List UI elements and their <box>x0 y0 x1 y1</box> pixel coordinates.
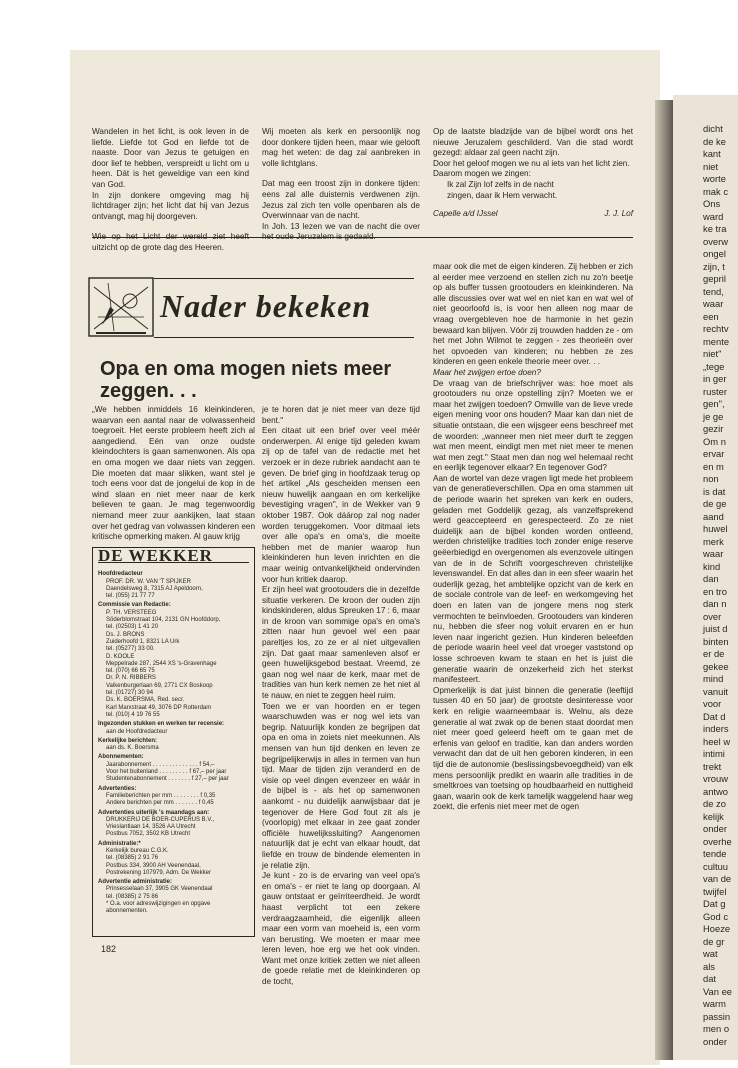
facing-page-line: huwel <box>703 523 728 534</box>
imprint-line: tel. (02503) 1 41 20 <box>106 624 159 631</box>
top-col1-p3: uitzicht op de grote dag des Heeren. <box>92 242 224 252</box>
facing-page-line: Dat g <box>703 898 726 909</box>
article-col2-p4: Toen we er van hoorden en er tegen waarschuwden was er nog wel iets van begrip. Natuurlijk konden ze begrijpen dat opa en oma in zoiets niet meekunnen. Als mensen van hun tijd denken en leven ze begrijpelijkerwijs in alles in termen van hun tijd. Maar de tijden zijn veranderd en de visie op veel dingen evenzeer en wáár in de bijbel is - als het op samenwonen aankomt - nu duidelijk aanwijsbaar dat je tegenover de Here God fout zit als je (voorlopig) met elkaar in zee gaat zonder officiële huwelijkssluiting? Aangenomen natuurlijk dat je echt van elkaar houdt, dat liefde en trouw de bindende elementen in je relatie zijn. <box>262 701 420 870</box>
top-col3-p2: Door het geloof mogen we nu al iets van het licht zien. <box>433 158 630 168</box>
top-column-1 <box>92 127 249 254</box>
facing-page-line: over <box>703 610 722 622</box>
facing-page-line: in ger <box>703 373 727 384</box>
imprint-line: aan ds. K. Boersma <box>106 745 159 752</box>
imprint-line: Advertenties: <box>98 785 137 792</box>
facing-page-line: gekee <box>703 660 729 672</box>
facing-page-line: gen", <box>703 398 725 409</box>
top-col2-p3: In Joh. 13 lezen we van de nacht die over <box>262 221 420 231</box>
top-column-3 <box>433 127 633 220</box>
article-col2-p2: Een citaat uit een brief over veel méér onderwerpen. Al enige tijd geleden kwam zij op de tafel van de redactie met het verzoek er in deze rubriek aandacht aan te geven. De brief ging in hoofdzaak terug op het artikel „Als gescheiden mensen een nieuw huwelijk aangaan en om kerkelijke bevestiging vragen", in de Wekker van 9 oktober 1987. Ook dáárop zal nog nader worden teruggekomen. Voor ditmaal iets over alle opa's en oma's, die moeite hebben met de manier waarop hun kleinkinderen hun leven inrichten en die maar weinig ontvankelijkheid ondervinden voor hun kritiek daarop. <box>262 426 420 584</box>
facing-page-line: de ge <box>703 498 727 509</box>
facing-page-line: als <box>703 960 715 972</box>
article-col3-p2: De vraag van de briefschrijver was: hoe moet als grootouders nu onze opstelling zijn? Moeten we er maar het zwijgen toedoen? Omwille van de lieve vrede eigen mening voor ons houden? Maar kan dan niet de situatie ontstaan, die een wijsgeer eens beschreef met de woorden: „wanneer men niet meer durft te zeggen wat men meent, eindigt men met niet meer te menen wat men zegt." Staat men dan nog wel helemaal recht en eerlijk tegenover elkaar? En tegenover God? <box>433 378 633 473</box>
facing-page-line: Hoeze <box>703 923 731 934</box>
facing-page-line: ward <box>703 210 724 222</box>
article-column-3 <box>433 262 633 813</box>
signature-author: J. J. Lof <box>604 209 633 219</box>
imprint-line: Ingezonden stukken en werken ter recensie: <box>98 721 225 728</box>
imprint-line: Ds. J. BRONS <box>106 631 145 638</box>
imprint-line: tel. (05277) 33 00. <box>106 646 155 653</box>
rubric-title: Nader bekeken <box>160 288 372 324</box>
facing-page-line: „tege <box>703 360 725 372</box>
facing-page-line: overhe <box>703 835 732 847</box>
facing-page-line: warm <box>703 998 726 1009</box>
facing-page-line: is dat <box>703 485 726 497</box>
facing-page-line: niet" <box>703 348 722 359</box>
facing-page-line: rechtv <box>703 323 729 334</box>
facing-page-line: waar <box>703 548 724 559</box>
facing-page-line: merk <box>703 535 724 547</box>
section-divider-top <box>92 237 633 238</box>
facing-page-line: inders <box>703 723 729 734</box>
facing-page-line: vrouw <box>703 773 729 784</box>
facing-page-line: Ons <box>703 198 721 209</box>
top-col3-p3: Daarom mogen we zingen: <box>433 169 531 179</box>
imprint-line: Valkenburgerlaan 69, 2771 CX Boskoop <box>106 682 213 689</box>
facing-page-line: en m <box>703 460 724 472</box>
facing-page-line: Dat d <box>703 710 726 722</box>
facing-page-line: gezir <box>703 423 724 434</box>
facing-page-line: non <box>703 473 719 484</box>
imprint-line: Karl Marxstraat 49, 3076 DP Rotterdam <box>106 704 212 711</box>
facing-page-line: de gr <box>703 935 725 947</box>
signature-place: Capelle a/d IJssel <box>433 209 498 219</box>
imprint-line: Ds. K. BOERSMA, Red. secr. <box>106 697 185 704</box>
facing-page-line: overw <box>703 235 729 247</box>
facing-page-line: worte <box>703 173 726 184</box>
poem-line-2: zingen, daar ik Hem verwacht. <box>447 190 558 200</box>
imprint-line: Abonnementen: <box>98 754 144 761</box>
pencil-sketch-icon <box>88 277 154 337</box>
imprint-line: Postbus 334, 3900 AH Veenendaal, <box>106 862 201 869</box>
facing-page-line: Om n <box>703 435 726 447</box>
imprint-line: Jaarabonnement . . . . . . . . . . . . . . f 54,– <box>106 761 215 768</box>
top-col1-p2: In zijn donkere omgeving mag hij lichtdrager zijn; het licht dat hij van Jezus ontvangt, mag hij doorgeven. <box>92 190 249 221</box>
article-col3-p4: Opmerkelijk is dat juist binnen die generatie (leeftijd tussen 40 en 50 jaar) de grootste desinteresse voor kerk en religie waarneembaar is. Welnu, als deze generatie al wat zwak op de benen staat doordat men niet meer goed geleerd heeft om te gaan met de erfenis van geloof en traditie, kan dan anders worden verwacht dan dat de uit hen geboren kinderen, in een tijd die de autonomie (beslissingsbevoegdheid) van elk mens persoonlijk predikt en waarin alle tradities in de smeltkroes van toetsing op houdbaarheid en nuttigheid gaan, waarin ook de kerk tamelijk waggelend haar weg zoekt, die erfenis niet meer met de ogen <box>433 685 633 812</box>
imprint-line: Andere berichten per mm . . . . . . . f 0,45 <box>106 800 214 807</box>
masthead-logo: DE WEKKER <box>98 552 249 563</box>
facing-page-line: van de <box>703 873 732 884</box>
imprint-line: Voor het buitenland . . . . . . . . . f 67,– per jaar <box>106 769 227 776</box>
facing-page-line: niet <box>703 160 719 172</box>
imprint-line: Söderblomstraat 104, 2131 GN Hoofddorp, <box>106 617 221 624</box>
imprint-line: Dr. P. N. RIBBERS <box>106 675 156 682</box>
facing-page-line: mente <box>703 335 730 347</box>
top-col2-p2: Dat mag een troost zijn in donkere tijden: eens zal alle duisternis verdwenen zijn. Jezus zal zich ten volle openbaren als de Overwinnaar van de nacht. <box>262 179 420 221</box>
imprint-lines <box>98 571 249 915</box>
page-fold-shadow <box>655 100 673 1060</box>
article-intro: „We hebben inmiddels 16 kleinkinderen, waarvan een aantal naar de volwassenheid toegroeit. Het eerste probleem heeft zich al aangediend. Eén van onze oudste kleindochters is gaan samenwonen. Als opa en oma mogen we daar niets van zeggen. Die moeten dat maar slikken, want stel je toch eens voor dat de jongelui de kop in de wind slaan en niet meer naar de kerk believen te gaan. Je mag tegenwoordig niemand meer zuur aankijken, laat staan over het gedrag van volwassen kinderen een kritische opmerking maken. Al gauw krijg <box>92 405 255 542</box>
facing-page-line: de ke <box>703 135 726 147</box>
imprint-line: Vrieslantlaan 14, 3526 AA Utrecht <box>106 824 196 831</box>
facing-page-line: God c <box>703 910 729 922</box>
article-col2-p1: je te horen dat je niet meer van deze tijd bent." <box>262 405 420 425</box>
rubric-logo <box>88 277 154 337</box>
article-column-2 <box>262 405 420 988</box>
facing-page-line: er de <box>703 648 725 659</box>
facing-page-line: men o <box>703 1023 730 1034</box>
imprint-line: Studentenabonnement . . . . . . . f 27,– per jaar <box>106 776 229 783</box>
facing-page-line: onder <box>703 1035 727 1047</box>
facing-page-line: mind <box>703 673 724 684</box>
top-column-2 <box>262 127 420 243</box>
facing-page-line: kind <box>703 560 721 572</box>
facing-page-line: ervar <box>703 448 725 459</box>
imprint-line: Postrekening 107979, Adm. De Wekker <box>106 869 211 876</box>
facing-page-line: intimi <box>703 748 725 759</box>
imprint-line: Prinsesselaan 37, 3905 GK Veenendaal <box>106 886 213 893</box>
imprint-line: tel. (070) 66 65 75 <box>106 668 155 675</box>
top-col2-p1: Wij moeten als kerk en persoonlijk nog door donkere tijden heen, maar wie gelooft mag het weten: de dag zal aanbreken in volle lichtglans. <box>262 127 420 168</box>
facing-page-line: juist d <box>703 623 728 634</box>
facing-page-line: de zo <box>703 798 726 809</box>
facing-page-line: dan <box>703 573 719 584</box>
facing-page-line: gepril <box>703 273 726 284</box>
top-col3-p1: Op de laatste bladzijde van de bijbel wordt ons het nieuwe Jeruzalem geschilderd. Van die stad wordt gezegd: aldaar zal geen nacht zijn. <box>433 127 633 158</box>
imprint-line: PROF. DR. W. VAN 'T SPIJKER <box>106 578 191 585</box>
facing-page-line: heel w <box>703 735 731 747</box>
imprint-line: D. KOOLE <box>106 653 135 660</box>
facing-page-line: mak c <box>703 185 729 197</box>
imprint-line: Commissie van Redactie: <box>98 602 171 609</box>
facing-page-line: onder <box>703 823 727 834</box>
rubric-line-top <box>154 278 414 279</box>
imprint-line: Meppelrade 287, 2544 XS 's-Gravenhage <box>106 660 217 667</box>
imprint-line: Zuiderhoofd 1, 8321 LA Urk <box>106 638 180 645</box>
facing-page-line: een <box>703 310 719 322</box>
imprint-line: Kerkelijke berichten: <box>98 737 158 744</box>
imprint-line: Advertentie administratie: <box>98 879 173 886</box>
imprint-line: Postbus 7052, 3502 KB Utrecht <box>106 831 191 838</box>
facing-page-text <box>673 95 738 1048</box>
article-col3-p1: maar ook die met de eigen kinderen. Zij hebben er zich al eerder mee verzoend en stellen zich nu zo'n beetje op als buffer tussen grootouders en kleinkinderen. Na alle discussies over wat wel en niet kan en wat wel of niet geoorloofd is, is voor hen alleen nog maar de vraag overgebleven hoe de harmonie in het gezin bewaard kan blijven. Vóór zij trouwden hadden ze - om het met John Wilmot te zeggen - zes theorieën over het opvoeden van kinderen; nu hebben ze zes kinderen en geen enkele theorie meer over. . . <box>433 262 633 367</box>
article-title: Opa en oma mogen niets meer zeggen. . . <box>100 358 392 402</box>
facing-page-line: ruster <box>703 385 727 397</box>
imprint-line: P. TH. VERSTEEG <box>106 609 157 616</box>
imprint-line: Administratie:* <box>98 840 141 847</box>
facing-page-line: je ge <box>703 410 724 422</box>
page-number: 182 <box>101 944 117 954</box>
imprint-line: Kerkelijk bureau C.G.K. <box>106 847 169 854</box>
facing-page-line: binten <box>703 635 729 647</box>
facing-page-line: dat <box>703 973 717 984</box>
imprint-line: Familieberichten per mm . . . . . . . . f 0,35 <box>106 792 216 799</box>
article-col2-p5: Je kunt - zo is de ervaring van veel opa's en oma's - er niet te lang op doorgaan. Al gauw ontstaat er geïrriteerdheid. Je wordt haast verplicht tot een zekere verdraagzaamheid, die eigenlijk alleen maar een vorm van moeheid is, een vorm van berusting. We moeten er maar mee leren leven, hoe erg we het ook vinden. Want met onze kritiek zetten we niet alleen de goede relatie met de kleinkinderen op de tocht, <box>262 871 420 987</box>
imprint-line: tel. (08385) 2 75 86 <box>106 893 159 900</box>
facing-page-line: dicht <box>703 123 723 134</box>
facing-page-line: ongel <box>703 248 726 259</box>
imprint-line: tel. (055) 21 77 77 <box>106 593 155 600</box>
facing-page-line: trekt <box>703 760 722 772</box>
facing-page-line: aand <box>703 510 724 522</box>
facing-page <box>673 95 738 1060</box>
article-col3-p3: Aan de wortel van deze vragen ligt mede het probleem van de generatieverschillen. Opa en oma stammen uit de periode waarin het spreken van kerk en ouders, geladen met Goddelijk gezag, als vanzelfsprekend werd geaccepteerd en gerespecteerd. Zo ze niet duidelijk aan de bijbel konden worden ontleend, werden christelijke tradities toch zonder enige reserve geëerbiedigd en overgenomen als evenzovele uitingen van de in de Schrift voorgeschreven christelijke levenswandel. En dat alles dan in een sfeer waarin het ouderlijk gezag, het ambtelijke opzicht van de kerk en de sociale controle van de leef- en werkomgeving het doen en laten van de jongere mens nog sterk vermochten te beïnvloeden. Grootouders van kinderen nu, hebben die sfeer nog voluit ervaren en er hun leven naar ingericht gezien. Hun kinderen beleefden de periode waarin heel veel dat vroeger vaststond op losse schroeven kwam te staan en het is juist die generatie waarin de onzekerheid zich het sterkst manifesteert. <box>433 473 633 685</box>
top-col1-p1: Wandelen in het licht, is ook leven in de liefde. Liefde tot God en liefde tot de naaste. Door van Jezus te getuigen en door lief te hebben, verspreidt u licht om u heen. Dát is het geweldige van een kind van God. <box>92 127 249 189</box>
article-column-1 <box>92 405 255 543</box>
facing-page-line: waar <box>703 298 724 309</box>
facing-page-line: en tro <box>703 585 727 597</box>
facing-page-line: Van ee <box>703 985 733 997</box>
imprint-line: * O.a. voor adreswijzigingen en opgave abonnementen. <box>106 901 211 915</box>
imprint-line: DRUKKERIJ DE BOER-CUPERUS B.V., <box>106 816 215 823</box>
signature-line <box>433 209 633 220</box>
imprint-line: tel. (08385) 2 91 76 <box>106 855 159 862</box>
imprint-box <box>92 547 255 937</box>
facing-page-line: vanuit <box>703 685 729 697</box>
facing-page-line: tend, <box>703 285 724 297</box>
facing-page-line: dan n <box>703 598 727 609</box>
facing-page-line: zijn, t <box>703 260 725 272</box>
facing-page-line: passin <box>703 1010 731 1022</box>
imprint-line: tel. (01727) 30 94 <box>106 690 154 697</box>
imprint-line: Advertenties uiterlijk 's maandags aan: <box>98 809 210 816</box>
imprint-line: Hoofdredacteur <box>98 571 143 578</box>
facing-page-line: kelijk <box>703 810 724 822</box>
facing-page-line: antwo <box>703 785 729 797</box>
article-subheading: Maar het zwijgen ertoe doen? <box>433 367 541 377</box>
facing-page-line: cultuu <box>703 860 729 872</box>
imprint-line: aan de Hoofdredacteur <box>106 728 168 735</box>
facing-page-line: tende <box>703 848 727 859</box>
facing-page-line: ke tra <box>703 223 727 234</box>
rubric-line-bottom <box>154 337 414 338</box>
facing-page-line: wat <box>703 948 718 959</box>
facing-page-line: voor <box>703 698 722 709</box>
facing-page-line: twijfel <box>703 885 727 897</box>
poem-line-1: Ik zal Zijn lof zelfs in de nacht <box>447 179 554 189</box>
imprint-line: tel. (010) 4 19 76 55 <box>106 711 160 718</box>
article-col2-p3: Er zijn heel wat grootouders die in dezelfde situatie verkeren. De kroon der ouden zijn kindskinderen, aldus Spreuken 17 : 6, maar in de kroon van sommige opa's en oma's zitten naar hun gevoel wel een paar pareltjes los, zo ze er al niet uitgevallen zijn. Dat gaat maar samenleven alsof er geen huwelijksgebod bestaat. Vreemd, ze gaan nog wel naar de kerk, maar met de tradities van hun kerk nemen ze het niet al te nauw, en niet te zeggen heel ruim. <box>262 585 420 701</box>
imprint-line: Daendelsweg 8, 7315 AJ Apeldoorn, <box>106 585 203 592</box>
facing-page-line: kant <box>703 148 721 159</box>
